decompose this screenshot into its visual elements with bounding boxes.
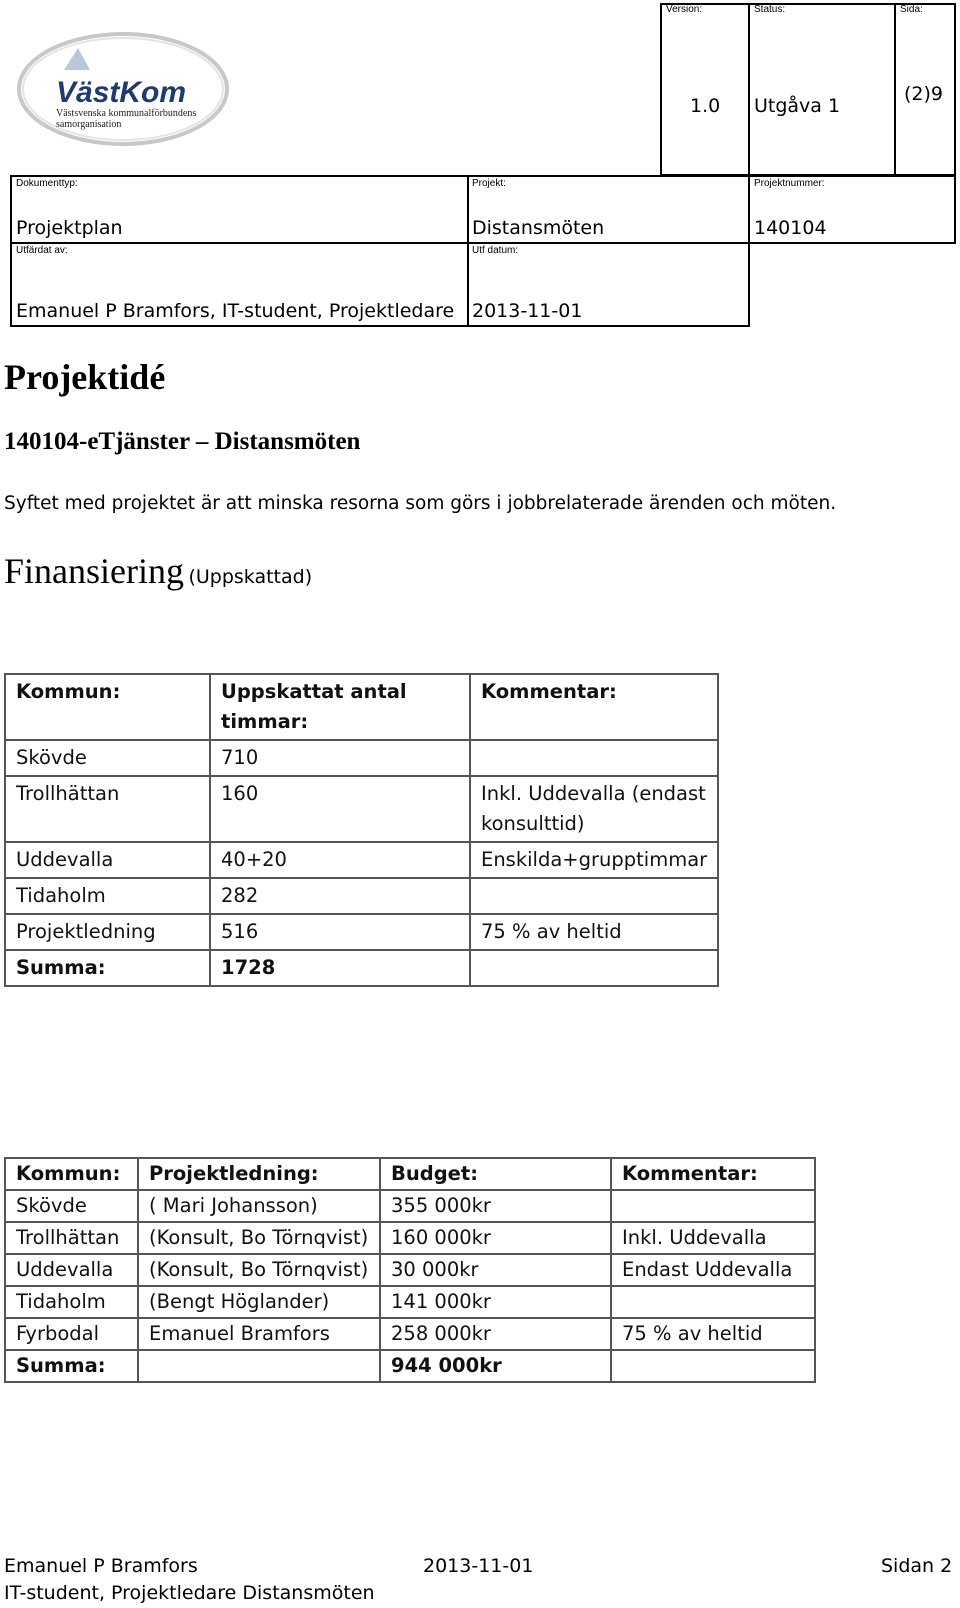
page-label: Sida: (900, 4, 923, 15)
table-row (5, 842, 718, 878)
table-cell: Projektledning (5, 914, 210, 950)
financing-heading-row (4, 550, 312, 592)
footer-role: IT-student, Projektledare Distansmöten (4, 1582, 375, 1604)
version-value: 1.0 (690, 95, 721, 117)
total-value: 1728 (210, 950, 470, 986)
svg-text:samorganisation: samorganisation (56, 119, 122, 130)
table-cell: Tidaholm (5, 878, 210, 914)
purpose-text: Syftet med projektet är att minska resorna som görs i jobbrelaterade ärenden och möten. (4, 493, 837, 514)
table-cell: Skövde (5, 1190, 138, 1222)
table-cell (138, 1350, 380, 1382)
table-cell: (Bengt Höglander) (138, 1286, 380, 1318)
total-label: Summa: (5, 950, 210, 986)
header-cell: Budget: (380, 1158, 611, 1190)
table-cell (611, 1350, 815, 1382)
table-cell: (Konsult, Bo Törnqvist) (138, 1254, 380, 1286)
table-row (5, 878, 718, 914)
doctype-label: Dokumenttyp: (16, 178, 78, 189)
table-cell: 75 % av heltid (611, 1318, 815, 1350)
footer-author: Emanuel P Bramfors (4, 1555, 198, 1577)
table-cell: Inkl. Uddevalla (611, 1222, 815, 1254)
issue-date-value: 2013-11-01 (472, 300, 583, 322)
header-cell: Uppskattat antal timmar: (210, 674, 470, 740)
table-cell: Uddevalla (5, 1254, 138, 1286)
version-label: Version: (666, 4, 703, 15)
table-cell: Tidaholm (5, 1286, 138, 1318)
project-number-label: Projektnummer: (754, 178, 825, 189)
total-label: Summa: (5, 1350, 138, 1382)
table-cell: Trollhättan (5, 776, 210, 842)
header-cell: Projektledning: (138, 1158, 380, 1190)
table-cell: Endast Uddevalla (611, 1254, 815, 1286)
table-cell: Inkl. Uddevalla (endast konsulttid) (470, 776, 718, 842)
table-row (5, 1254, 815, 1286)
page-title: Projektidé (4, 357, 166, 397)
project-value: Distansmöten (472, 217, 605, 239)
financing-note: (Uppskattad) (188, 566, 313, 588)
issued-by-value: Emanuel P Bramfors, IT-student, Projektledare (16, 300, 455, 322)
table-cell: 355 000kr (380, 1190, 611, 1222)
table-cell: Skövde (5, 740, 210, 776)
doctype-value: Projektplan (16, 217, 123, 239)
table-cell: Uddevalla (5, 842, 210, 878)
table-cell: 160 (210, 776, 470, 842)
table-cell: (Konsult, Bo Törnqvist) (138, 1222, 380, 1254)
table-cell: Emanuel Bramfors (138, 1318, 380, 1350)
status-value: Utgåva 1 (754, 95, 841, 117)
table-total-row (5, 1350, 815, 1382)
table-row (5, 1222, 815, 1254)
table-cell: 160 000kr (380, 1222, 611, 1254)
table-cell: 40+20 (210, 842, 470, 878)
table-cell: Enskilda+grupptimmar (470, 842, 718, 878)
table-row (5, 1190, 815, 1222)
page-value: (2)9 (904, 83, 944, 105)
vastkom-logo (16, 30, 230, 148)
table-cell: Trollhättan (5, 1222, 138, 1254)
header-cell: Kommun: (5, 674, 210, 740)
table-row (5, 740, 718, 776)
header-cell: Kommun: (5, 1158, 138, 1190)
table-cell: 258 000kr (380, 1318, 611, 1350)
issued-by-label: Utfärdat av: (16, 245, 68, 256)
table-total-row (5, 950, 718, 986)
table-cell (470, 740, 718, 776)
hours-table (4, 673, 719, 987)
financing-heading: Finansiering (4, 551, 184, 591)
table-cell: 75 % av heltid (470, 914, 718, 950)
table-cell (611, 1286, 815, 1318)
table-cell: ( Mari Johansson) (138, 1190, 380, 1222)
project-subtitle: 140104-eTjänster – Distansmöten (4, 428, 361, 455)
svg-text:Västsvenska kommunalförbundens: Västsvenska kommunalförbundens (56, 108, 197, 119)
budget-table (4, 1157, 816, 1383)
header-cell: Kommentar: (611, 1158, 815, 1190)
table-header-row (5, 1158, 815, 1190)
table-cell (470, 950, 718, 986)
table-row (5, 914, 718, 950)
project-number-value: 140104 (754, 217, 827, 239)
svg-text:VästKom: VästKom (56, 76, 187, 109)
table-cell: 516 (210, 914, 470, 950)
table-cell (470, 878, 718, 914)
table-cell: 141 000kr (380, 1286, 611, 1318)
footer-page-number: Sidan 2 (881, 1555, 953, 1577)
table-cell: 282 (210, 878, 470, 914)
issue-date-label: Utf datum: (472, 245, 519, 256)
status-label: Status: (754, 4, 786, 15)
table-cell: 710 (210, 740, 470, 776)
table-row (5, 776, 718, 842)
project-label: Projekt: (472, 178, 506, 189)
header-cell: Kommentar: (470, 674, 718, 740)
total-value: 944 000kr (380, 1350, 611, 1382)
table-row (5, 1318, 815, 1350)
table-cell: 30 000kr (380, 1254, 611, 1286)
table-cell (611, 1190, 815, 1222)
table-cell: Fyrbodal (5, 1318, 138, 1350)
footer-date: 2013-11-01 (423, 1555, 534, 1577)
table-header-row (5, 674, 718, 740)
table-row (5, 1286, 815, 1318)
